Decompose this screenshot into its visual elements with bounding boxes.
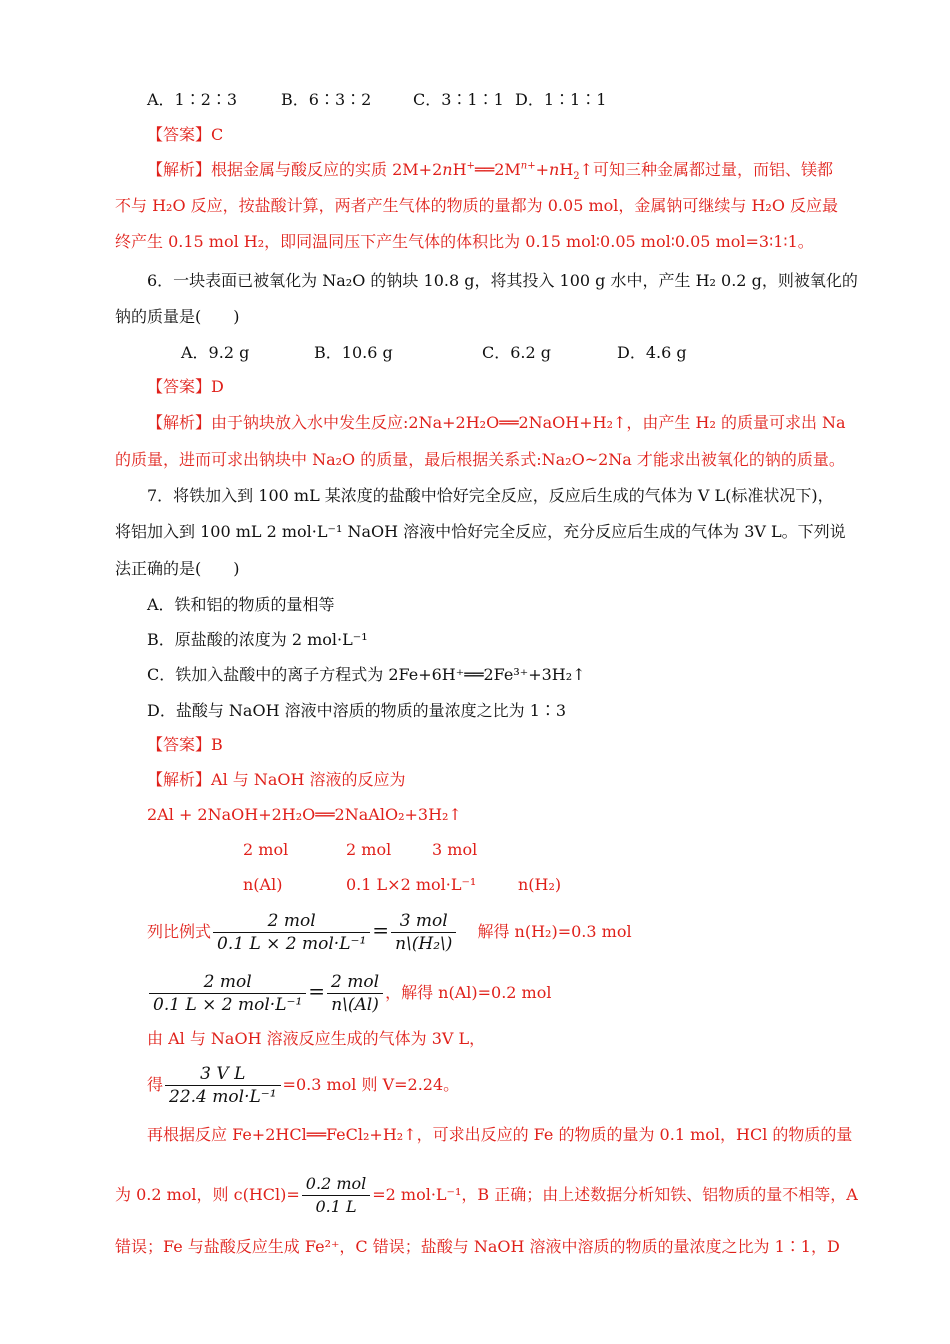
text: 3 mol xyxy=(432,840,478,859)
answer-value: B xyxy=(211,735,223,754)
fraction xyxy=(213,910,370,955)
q7-c-line xyxy=(115,1170,858,1220)
text: 列比例式 xyxy=(147,922,212,941)
q6-stem-2: 钠的质量是( ) xyxy=(115,307,240,326)
text: 根据金属与酸反应的实质 2M+2 xyxy=(211,160,443,179)
text: 为 0.2 mol，则 c(HCl)= xyxy=(115,1185,300,1204)
text: 0.1 L×2 mol·L⁻¹ xyxy=(346,875,477,894)
q5-analysis-line-1: 【解析】根据金属与酸反应的实质 $2M+2nH^+══2M^{n+}+nH_2↑$可知三种金属都过量，而铝、镁都 xyxy=(147,160,834,183)
q7-stem-1: 7．将铁加入到 100 mL 某浓度的盐酸中恰好完全反应，反应后生成的气体为 V L(标准状况下)， xyxy=(147,486,834,505)
q7-option-c: C．铁加入盐酸中的离子方程式为 2Fe+6H⁺══2Fe³⁺+3H₂↑ xyxy=(147,665,586,684)
text: 3 mol xyxy=(391,910,456,933)
analysis-tag: 【解析】 xyxy=(147,413,212,432)
q6-option-b: B．10.6 g xyxy=(314,343,393,362)
analysis-tag: 【解析】 xyxy=(147,160,212,179)
text: 22.4 mol·L⁻¹ xyxy=(169,1087,277,1107)
q5-analysis-line-3: 终产生 0.15 mol H₂，即同温同压下产生气体的体积比为 0.15 mol∶0.05 mol∶0.05 mol=3∶1∶1。 xyxy=(115,232,814,251)
q5-option-c: C．3∶1∶1 xyxy=(413,90,504,109)
q5-option-b: B．6∶3∶2 xyxy=(281,90,372,109)
q7-option-b: B．原盐酸的浓度为 2 mol·L⁻¹ xyxy=(147,630,368,649)
text: 2 mol xyxy=(149,971,306,994)
text: 2M xyxy=(494,160,521,179)
answer-value: C xyxy=(211,125,224,144)
text: n\(Al) xyxy=(331,995,379,1015)
text: =2 mol·L⁻¹，B 正确；由上述数据分析知铁、铝物质的量不相等，A xyxy=(372,1185,858,1204)
text: 0.2 mol xyxy=(302,1173,370,1196)
text: H xyxy=(452,160,467,179)
answer-tag: 【答案】 xyxy=(147,377,212,396)
fraction xyxy=(149,971,306,1016)
q7-stem-2: 将铝加入到 100 mL 2 mol·L⁻¹ NaOH 溶液中恰好完全反应，充分反应后生成的气体为 3V L。下列说 xyxy=(115,522,846,541)
q5-analysis-line-2: 不与 H₂O 反应，按盐酸计算，两者产生气体的物质的量都为 0.05 mol，金属钠可继续与 H₂O 反应最 xyxy=(115,196,839,215)
text: n(H₂) xyxy=(518,875,562,894)
q7-mol-row-1 xyxy=(243,839,477,861)
fraction xyxy=(302,1173,370,1218)
text: 由于钠块放入水中发生反应:2Na+2H₂O══2NaOH+H₂↑，由产生 H₂ 的质量可求出 Na xyxy=(211,413,846,432)
q7-option-d: D．盐酸与 NaOH 溶液中溶质的物质的量浓度之比为 1∶3 xyxy=(147,701,567,720)
q7-mol-row-2 xyxy=(243,874,561,896)
text: n\(H₂\) xyxy=(395,934,453,954)
q7-option-a: A．铁和铝的物质的量相等 xyxy=(147,595,335,614)
text: 得 xyxy=(147,1075,164,1094)
text: 2 mol xyxy=(213,910,370,933)
text: 解得 n(H₂)=0.3 mol xyxy=(477,922,632,941)
fraction xyxy=(391,910,456,955)
text: ↑可知三种金属都过量，而铝、镁都 xyxy=(579,160,834,179)
q6-option-a: A．9.2 g xyxy=(181,343,250,362)
q6-option-d: D．4.6 g xyxy=(617,343,687,362)
text: 2 mol xyxy=(346,840,392,859)
q7-gas-line: 由 Al 与 NaOH 溶液反应生成的气体为 3V L， xyxy=(147,1029,486,1048)
q6-option-c: C．6.2 g xyxy=(482,343,552,362)
answer-tag: 【答案】 xyxy=(147,125,212,144)
q7-proportion-2: $\frac{\text{2 mol}}{\text{0.1 L × 2 mol·L⁻¹}}$ = $\frac{\text{2 mol}}{n\backslash(Al)}$ ，解得 n(Al)=0.2 mol xyxy=(147,966,551,1018)
text: 2 mol xyxy=(327,971,383,994)
q6-options xyxy=(181,342,687,364)
q6-stem-1: 6．一块表面已被氧化为 Na₂O 的钠块 10.8 g，将其投入 100 g 水中，产生 H₂ 0.2 g，则被氧化的 xyxy=(147,271,858,290)
answer-value: D xyxy=(211,377,224,396)
text: Al 与 NaOH 溶液的反应为 xyxy=(211,770,406,789)
fraction xyxy=(327,971,383,1016)
q6-analysis-line-1 xyxy=(147,412,846,434)
text: ，解得 n(Al)=0.2 mol xyxy=(385,983,552,1002)
q5-option-d: D．1∶1∶1 xyxy=(515,90,607,109)
q7-reaction: 2Al + 2NaOH+2H₂O══2NaAlO₂+3H₂↑ xyxy=(147,805,462,824)
text: 0.1 L xyxy=(315,1197,357,1216)
q7-stem-3: 法正确的是( ) xyxy=(115,559,240,578)
q7-last-line: 错误；Fe 与盐酸反应生成 Fe²⁺，C 错误；盐酸与 NaOH 溶液中溶质的物质的量浓度之比为 1∶1，D xyxy=(115,1237,840,1256)
q7-answer xyxy=(147,734,223,756)
q6-analysis-line-2: 的质量，进而可求出钠块中 Na₂O 的质量，最后根据关系式:Na₂O~2Na 才能求出被氧化的钠的质量。 xyxy=(115,450,845,469)
q5-answer xyxy=(147,124,223,146)
text: 0.1 L × 2 mol·L⁻¹ xyxy=(217,934,367,954)
q6-answer xyxy=(147,376,224,398)
q7-proportion-1: 列比例式 $\frac{\text{2 mol}}{\text{0.1 L × 2 mol·L⁻¹}}$ = $\frac{\text{3 mol}}{\text{n\textbackslash{}(H₂\textbackslash{})}}$ 解得 n(H₂)=0.3 mol xyxy=(147,911,632,954)
q7-fe-line: 再根据反应 Fe+2HCl══FeCl₂+H₂↑，可求出反应的 Fe 的物质的量为 0.1 mol，HCl 的物质的量 xyxy=(147,1125,853,1144)
text: n(Al) xyxy=(243,875,283,894)
q7-proportion-3 xyxy=(147,1060,459,1110)
text: 2 mol xyxy=(243,840,289,859)
q5-options xyxy=(147,89,606,111)
text: 3 V L xyxy=(165,1063,281,1086)
q7-analysis-line-1 xyxy=(147,769,406,791)
text: =0.3 mol 则 V=2.24。 xyxy=(282,1075,460,1094)
answer-tag: 【答案】 xyxy=(147,735,212,754)
fraction xyxy=(165,1063,281,1108)
analysis-tag: 【解析】 xyxy=(147,770,212,789)
q5-option-a: A．1∶2∶3 xyxy=(147,90,238,109)
text: 0.1 L × 2 mol·L⁻¹ xyxy=(153,995,303,1015)
